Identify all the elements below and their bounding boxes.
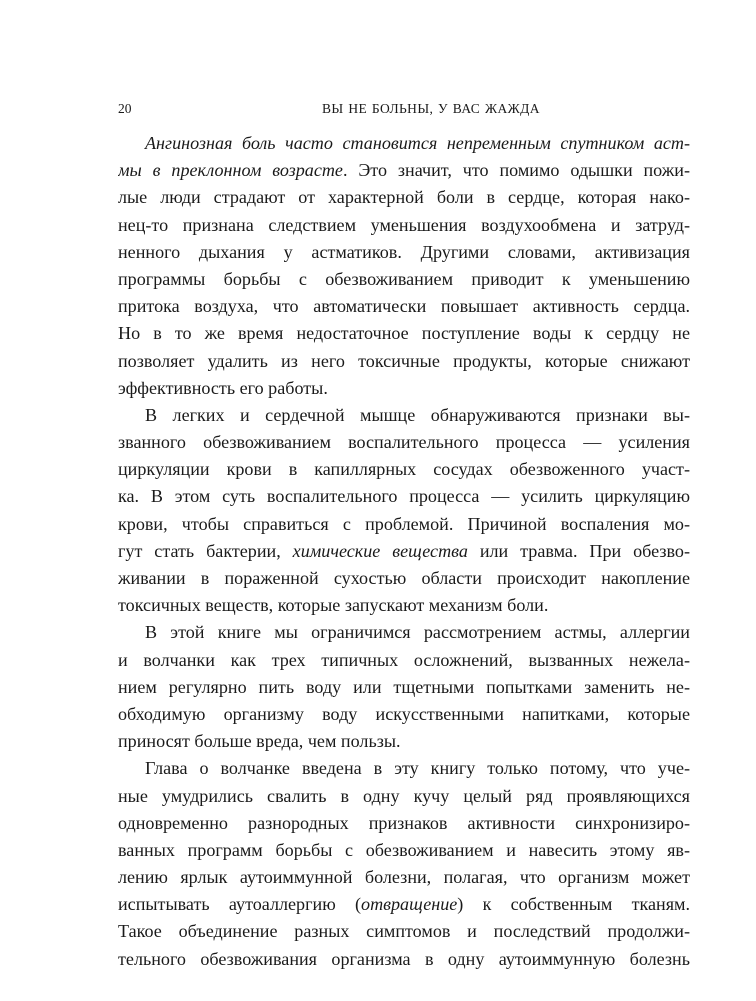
text-line: нец-то признана следствием уменьшения воздухообмена и затруд- — [118, 214, 690, 235]
text-line: и волчанки как трех типичных осложнений, вызванных нежела- — [118, 649, 690, 670]
text-line: В легких и сердечной мышце обнаруживаются признаки вы- — [145, 404, 690, 425]
italic-phrase: Ангинозная боль часто становится непременным спутником аст- — [145, 133, 690, 153]
body-text — [118, 130, 690, 973]
paragraph-3 — [118, 619, 690, 755]
text-line: Такое объединение разных симптомов и последствий продолжи- — [118, 921, 690, 942]
paragraph-4 — [118, 755, 690, 973]
italic-phrase: химические вещества — [292, 540, 468, 561]
paragraph-2 — [118, 402, 690, 620]
text-line: лению ярлык аутоиммунной болезни, полагая, что организм может — [118, 867, 690, 888]
text-line: Глава о волчанке введена в эту книгу только потому, что уче- — [145, 758, 690, 779]
text-line: эффективность его работы. — [118, 377, 328, 398]
text-line: ка. В этом суть воспалительного процесса — усилить циркуляцию — [118, 486, 690, 507]
italic-phrase: отвращение — [361, 894, 458, 915]
text-line: званного обезвоживанием воспалительного процесса — усиления — [118, 432, 690, 453]
text-line: ные умудрились свалить в одну кучу целый ряд проявляющихся — [118, 785, 690, 806]
text-line: ненного дыхания у астматиков. Другими словами, активизация — [118, 241, 690, 262]
text-line: программы борьбы с обезвоживанием приводит к уменьшению — [118, 268, 690, 289]
text-line — [118, 130, 690, 157]
text-line: крови, чтобы справиться с проблемой. Причиной воспаления мо- — [118, 513, 690, 534]
text-line: приносят больше вреда, чем пользы. — [118, 731, 401, 752]
text-line: лые люди страдают от характерной боли в сердце, которая нако- — [118, 187, 690, 208]
text-line: нием регулярно пить воду или тщетными попытками заменить не- — [118, 676, 690, 697]
text-line: гут стать бактерии, химические вещества или травма. При обезво- — [118, 540, 690, 561]
text-line: притока воздуха, что автоматически повышает активность сердца. — [118, 296, 690, 317]
text-line: живании в пораженной сухостью области происходит накопление — [118, 568, 690, 588]
text-line: циркуляции крови в капиллярных сосудах обезвоженного участ- — [118, 459, 690, 480]
text-line: мы в преклонном возрасте. Это значит, что помимо одышки пожи- — [118, 160, 690, 181]
paragraph-1 — [118, 130, 690, 402]
running-head — [118, 99, 690, 119]
text-line: позволяет удалить из него токсичные продукты, которые снижают — [118, 350, 690, 371]
text-line: испытывать аутоаллергию (отвращение) к собственным тканям. — [118, 894, 690, 915]
book-title: ВЫ НЕ БОЛЬНЫ, У ВАС ЖАЖДА — [322, 101, 540, 116]
page-number: 20 — [118, 101, 132, 116]
italic-phrase: мы в преклонном возрасте — [118, 160, 343, 181]
text-line: В этой книге мы ограничимся рассмотрением астмы, аллергии — [145, 622, 690, 643]
text-line: ванных программ борьбы с обезвоживанием и навесить этому яв- — [118, 839, 690, 860]
text-line: токсичных веществ, которые запускают механизм боли. — [118, 595, 549, 616]
text-line: обходимую организму воду искусственными напитками, которые — [118, 703, 690, 724]
text-line: одновременно разнородных признаков активности синхронизиро- — [118, 812, 690, 833]
text-line: тельного обезвоживания организма в одну аутоиммунную болезнь — [118, 948, 690, 969]
text-line: Но в то же время недостаточное поступление воды к сердцу не — [118, 323, 690, 344]
